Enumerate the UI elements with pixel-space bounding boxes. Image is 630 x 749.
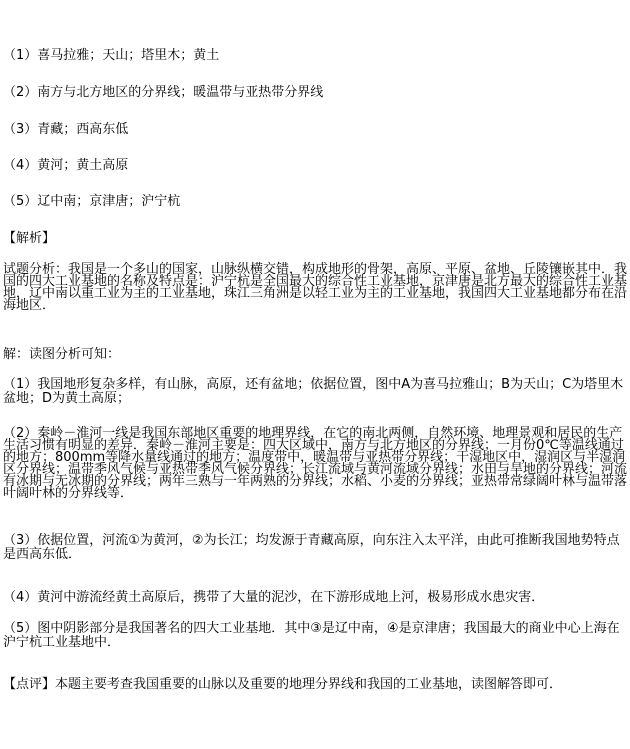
trial-analysis: 试题分析：我国是一个多山的国家，山脉纵横交错，构成地形的骨架，高原、平原、盆地、丘陵镶嵌其中．我国的四大工业基地的名称及特点是：沪宁杭是全国最大的综合性工业基地，京津唐是北方最大的综合性工业基地，辽中南以重工业为主的工业基地，珠江三角洲是以轻工业为主的工业基地，我国四大工业基地都分布在沿海地区．	[3, 262, 628, 313]
solution-intro: 解：读图分析可知：	[3, 347, 121, 362]
answer-4: （4）黄河；黄土高原	[3, 158, 129, 173]
explanation-1: （1）我国地形复杂多样，有山脉，高原，还有盆地；依据位置，图中A为喜马拉雅山；B为天山；C为塔里木盆地；D为黄土高原；	[3, 377, 624, 406]
analysis-heading: 【解析】	[3, 231, 56, 246]
explanation-2: （2）秦岭－淮河一线是我国东部地区重要的地理界线，在它的南北两侧，自然环境、地理景观和居民的生产生活习惯有明显的差异．秦岭－淮河主要是：四大区域中，南方与北方地区的分界线；一月份0℃等温线通过的地方；800mm等降水量线通过的地方；温度带中，暖温带与亚热带分界线；干湿地区中，湿润区与半湿润区分界线；温带季风气候与亚热带季风气候分界线；长江流域与黄河流域分界线；水田与旱地的分界线；河流有冰期与无冰期的分界线；两年三熟与一年两熟的分界线；水稻、小麦的分界线；亚热带常绿阔叶林与温带落叶阔叶林的分界线等．	[3, 426, 628, 501]
answer-5: （5）辽中南；京津唐；沪宁杭	[3, 194, 181, 209]
answer-2: （2）南方与北方地区的分界线；暖温带与亚热带分界线	[3, 85, 324, 100]
answer-1: （1）喜马拉雅；天山；塔里木；黄土	[3, 48, 220, 63]
answer-3: （3）青藏；西高东低	[3, 122, 129, 137]
explanation-4: （4）黄河中游流经黄土高原后，携带了大量的泥沙，在下游形成地上河，极易形成水患灾害．	[3, 590, 545, 605]
comment: 【点评】本题主要考查我国重要的山脉以及重要的地理分界线和我国的工业基地，读图解答即可．	[3, 677, 563, 692]
explanation-3: （3）依据位置，河流①为黄河，②为长江；均发源于青藏高原，向东注入太平洋，由此可推断我国地势特点是西高东低．	[3, 533, 620, 562]
explanation-5: （5）图中阴影部分是我国著名的四大工业基地．其中③是辽中南，④是京津唐；我国最大的商业中心上海在沪宁杭工业基地中．	[3, 621, 620, 650]
